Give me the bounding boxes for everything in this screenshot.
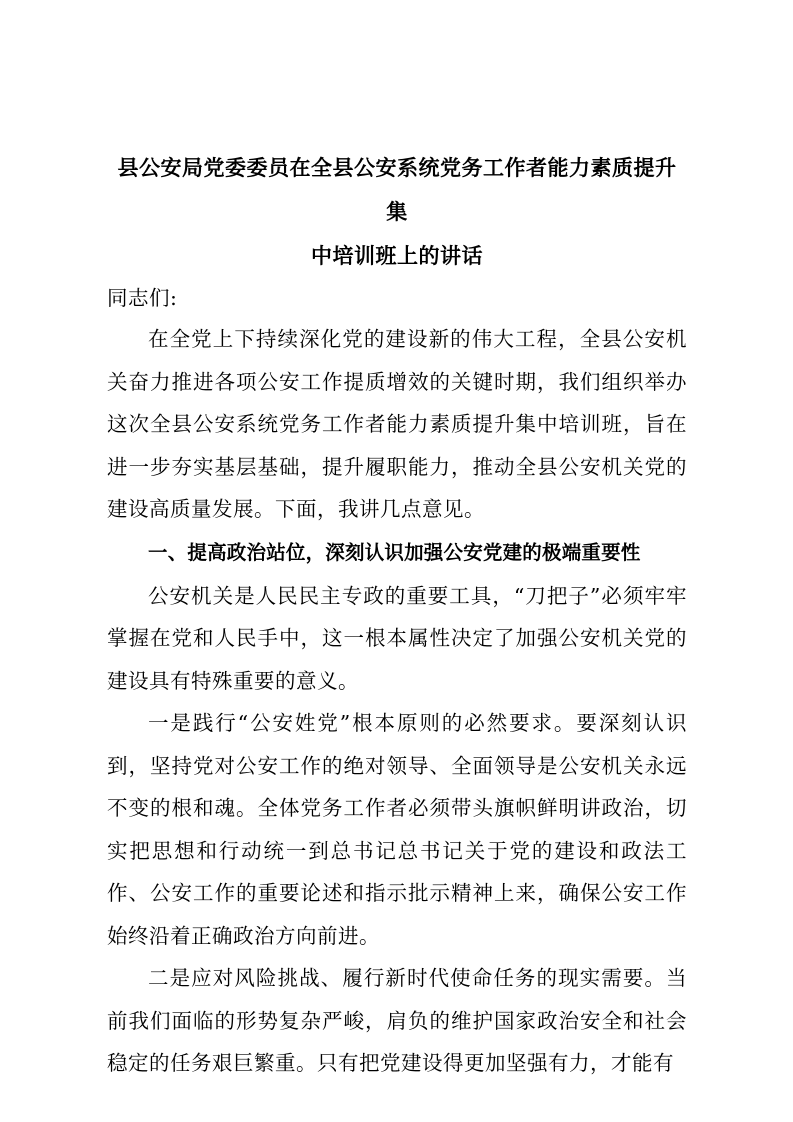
salutation: 同志们:: [107, 286, 178, 310]
title-line-1: 县公安局党委委员在全县公安系统党务工作者能力素质提升集: [117, 156, 677, 224]
intro-paragraph: 在全党上下持续深化党的建设新的伟大工程，全县公安机关奋力推进各项公安工作提质增效的关键时期，我们组织举办这次全县公安系统党务工作者能力素质提升集中培训班，旨在进一步夯实基层基础，提升履职能力，推动全县公安机关党的建设高质量发展。下面，我讲几点意见。: [107, 327, 687, 521]
document-title: [107, 146, 687, 278]
title-line-2: 中培训班上的讲话: [311, 244, 483, 268]
section-1-paragraph-1: 公安机关是人民民主专政的重要工具，“刀把子”必须牢牢掌握在党和人民手中，这一根本属性决定了加强公安机关党的建设具有特殊重要的意义。: [107, 583, 687, 693]
section-1-paragraph-2: 一是践行“公安姓党”根本原则的必然要求。要深刻认识到，坚持党对公安工作的绝对领导、全面领导是公安机关永远不变的根和魂。全体党务工作者必须带头旗帜鲜明讲政治，切实把思想和行动统一到总书记总书记关于党的建设和政法工作、公安工作的重要论述和指示批示精神上来，确保公安工作始终沿着正确政治方向前进。: [107, 711, 687, 948]
section-1-heading: 一、提高政治站位，深刻认识加强公安党建的极端重要性: [148, 540, 641, 564]
document-body: [107, 146, 687, 1085]
section-1-paragraph-3: 二是应对风险挑战、履行新时代使命任务的现实需要。当前我们面临的形势复杂严峻，肩负的维护国家政治安全和社会稳定的任务艰巨繁重。只有把党建设得更加坚强有力，才能有: [107, 966, 687, 1075]
